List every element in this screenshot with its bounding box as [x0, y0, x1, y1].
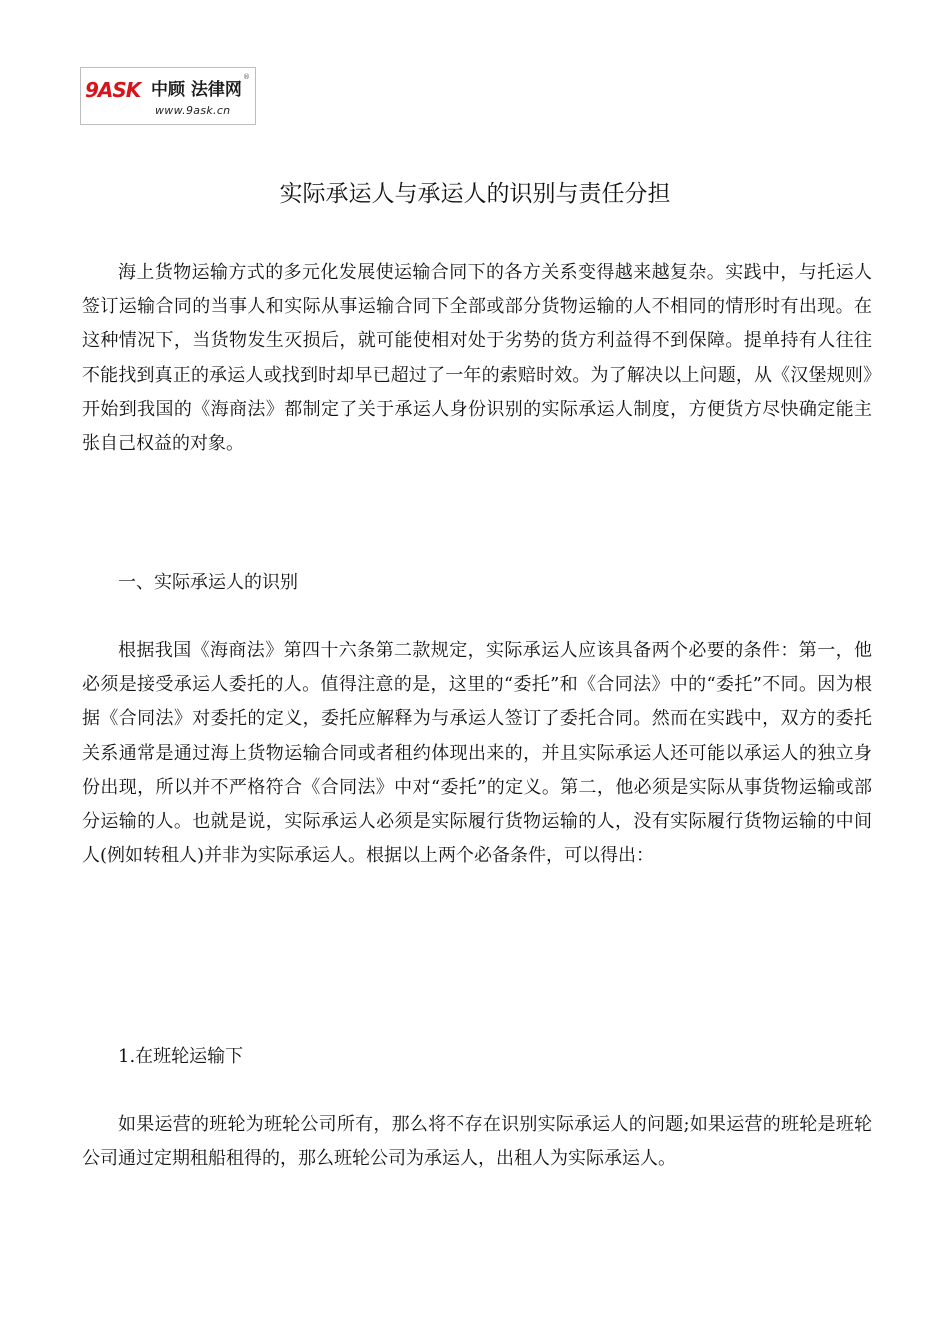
section-heading-identification: 一、实际承运人的识别: [118, 572, 298, 593]
logo-chinese-text: 中顾 法律网: [151, 80, 242, 100]
intro-paragraph: 海上货物运输方式的多元化发展使运输合同下的各方关系变得越来越复杂。实践中，与托运人签订运输合同的当事人和实际从事运输合同下全部或部分货物运输的人不相同的情形时有出现。在这种情况下，当货物发生灭损后，就可能使相对处于劣势的货方利益得不到保障。提单持有人往往不能找到真正的承运人或找到时却早已超过了一年的索赔时效。为了解决以上问题，从《汉堡规则》开始到我国的《海商法》都制定了关于承运人身份识别的实际承运人制度，方便货方尽快确定能主张自己权益的对象。: [82, 262, 872, 455]
section-identification-paragraph: 根据我国《海商法》第四十六条第二款规定，实际承运人应该具备两个必要的条件：第一，他必须是接受承运人委托的人。值得注意的是，这里的“委托”和《合同法》中的“委托”不同。因为根据《合同法》对委托的定义，委托应解释为与承运人签订了委托合同。然而在实践中，双方的委托关系通常是通过海上货物运输合同或者租约体现出来的，并且实际承运人还可能以承运人的独立身份出现，所以并不严格符合《合同法》中对“委托”的定义。第二，他必须是实际从事货物运输或部分运输的人。也就是说，实际承运人必须是实际履行货物运输的人，没有实际履行货物运输的中间人(例如转租人)并非为实际承运人。根据以上两个必备条件，可以得出：: [82, 640, 872, 867]
document-title: 实际承运人与承运人的识别与责任分担: [279, 181, 671, 207]
site-logo: [80, 67, 256, 125]
logo-brand-text: 9ASK: [85, 78, 141, 102]
subsection-heading-liner: 1.在班轮运输下: [118, 1046, 244, 1067]
logo-url-text: www.9ask.cn: [155, 104, 231, 117]
registered-mark-icon: ®: [243, 73, 250, 81]
subsection-liner-paragraph: 如果运营的班轮为班轮公司所有，那么将不存在识别实际承运人的问题;如果运营的班轮是班轮公司通过定期租船租得的，那么班轮公司为承运人，出租人为实际承运人。: [82, 1114, 872, 1170]
